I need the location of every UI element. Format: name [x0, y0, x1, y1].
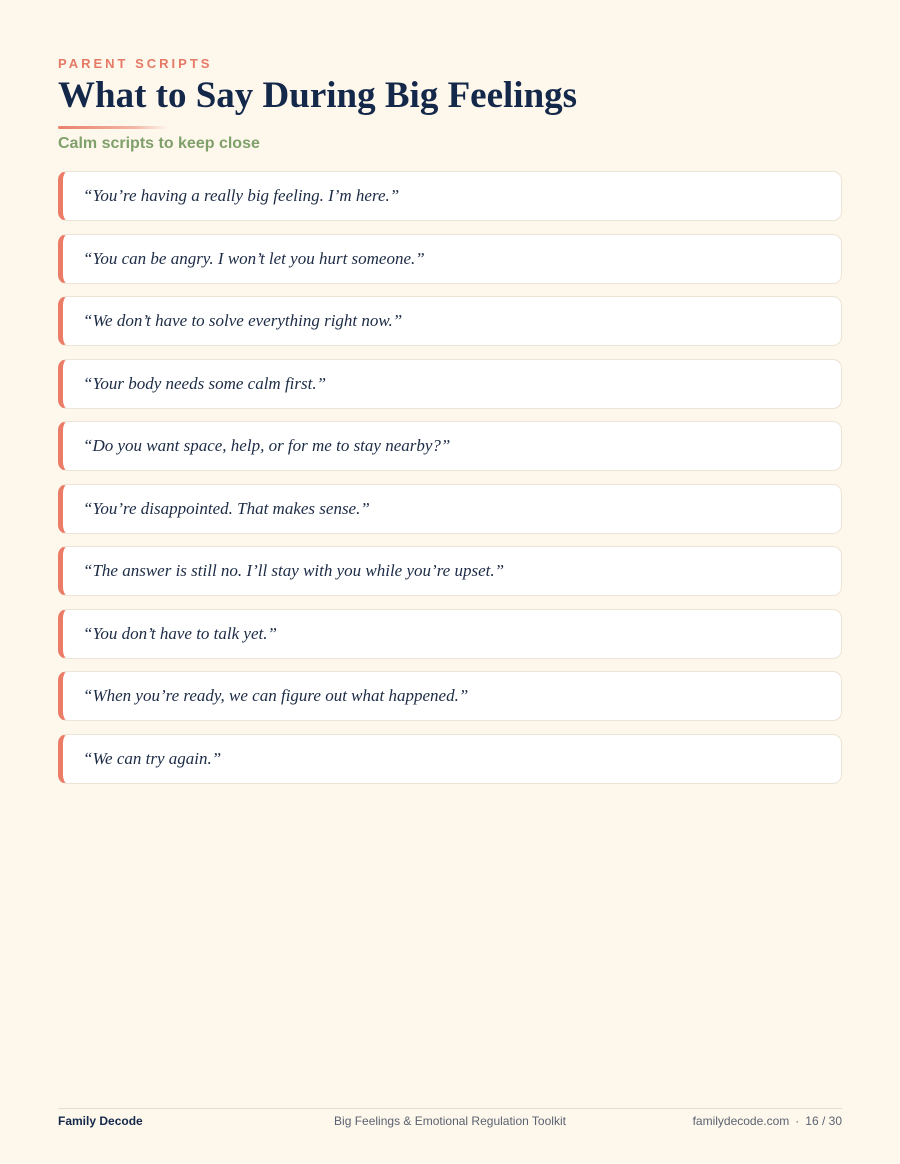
- script-card: [58, 171, 842, 221]
- script-card: [58, 671, 842, 721]
- section-eyebrow: PARENT SCRIPTS: [58, 56, 213, 71]
- script-card: [58, 609, 842, 659]
- script-text: “You’re disappointed. That makes sense.”: [83, 498, 370, 518]
- script-card: [58, 296, 842, 346]
- footer-document-title: Big Feelings & Emotional Regulation Toolkit: [334, 1114, 566, 1128]
- page-subtitle: Calm scripts to keep close: [58, 135, 260, 152]
- script-card: [58, 546, 842, 596]
- script-text: “We can try again.”: [83, 748, 222, 768]
- script-card: [58, 484, 842, 534]
- script-text: “You can be angry. I won’t let you hurt someone.”: [83, 248, 425, 268]
- footer-separator: ·: [795, 1114, 800, 1128]
- script-text: “You’re having a really big feeling. I’m here.”: [83, 186, 400, 205]
- page-title: What to Say During Big Feelings: [58, 75, 578, 116]
- script-text: “Do you want space, help, or for me to stay nearby?”: [83, 436, 451, 455]
- script-text: “We don’t have to solve everything right now.”: [83, 311, 403, 330]
- script-card: [58, 359, 842, 409]
- title-underline: [58, 126, 168, 129]
- page-number: 16 / 30: [805, 1114, 842, 1128]
- page-footer: [58, 1108, 842, 1128]
- footer-brand: Family Decode: [58, 1114, 143, 1128]
- page: [58, 0, 842, 1164]
- script-list: [58, 171, 842, 796]
- script-card: [58, 234, 842, 284]
- script-text: “You don’t have to talk yet.”: [83, 623, 277, 643]
- script-text: “Your body needs some calm first.”: [83, 373, 327, 393]
- script-text: “When you’re ready, we can figure out what happened.”: [83, 686, 469, 705]
- footer-site: familydecode.com: [692, 1114, 790, 1128]
- script-card: [58, 421, 842, 471]
- footer-meta: [693, 1114, 842, 1128]
- script-text: “The answer is still no. I’ll stay with you while you’re upset.”: [83, 561, 505, 580]
- script-card: [58, 734, 842, 784]
